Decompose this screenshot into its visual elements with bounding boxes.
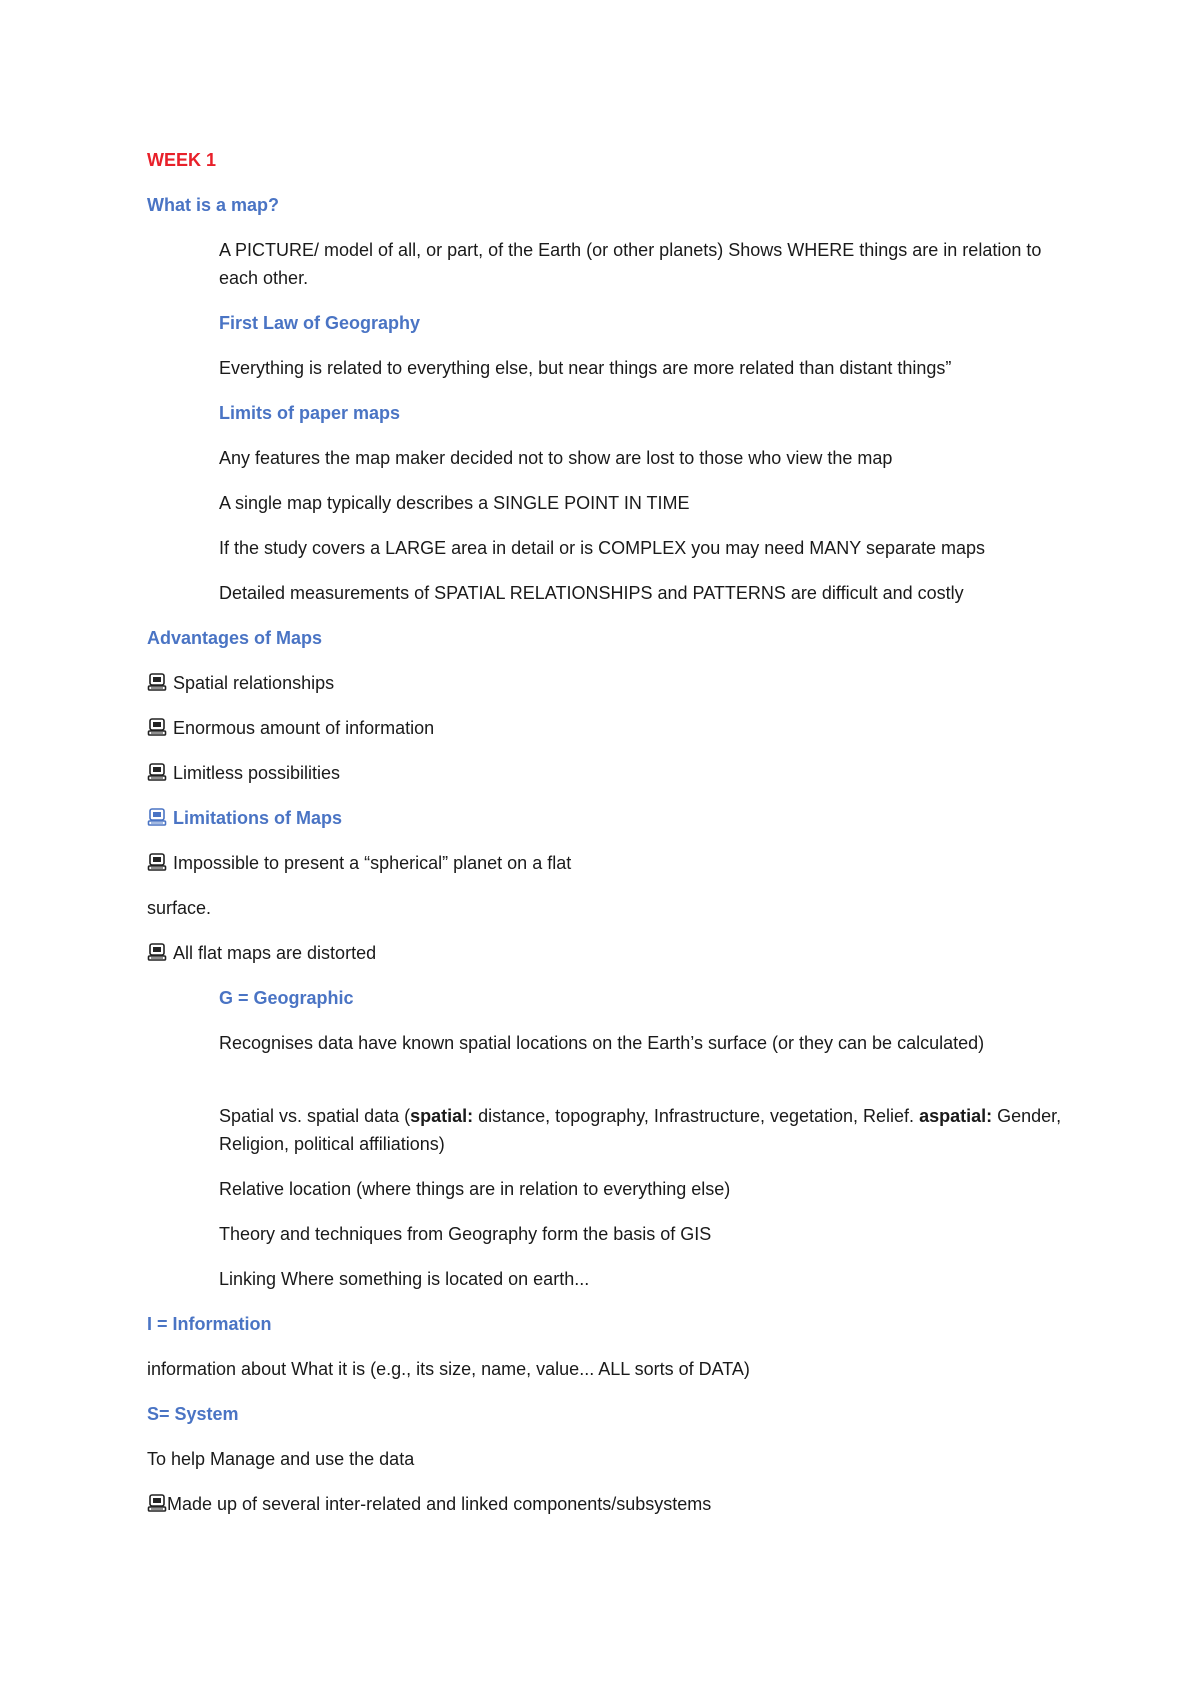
computer-icon [147, 852, 167, 872]
computer-icon [147, 717, 167, 737]
system-bullet-label: Made up of several inter-related and linked components/subsystems [167, 1494, 712, 1514]
information-heading: I = Information [147, 1314, 272, 1334]
limits-paper-item: Any features the map maker decided not to show are lost to those who view the map [219, 448, 893, 468]
limitations-heading-label: Limitations of Maps [173, 808, 343, 828]
limitations-item-label: All flat maps are distorted [173, 943, 377, 963]
advantages-item [147, 714, 434, 742]
geographic-para [219, 1102, 1079, 1158]
what-is-map-text: A PICTURE/ model of all, or part, of the Earth (or other planets) Shows WHERE things are in relation to each other. [219, 240, 1042, 288]
text-run-bold: aspatial: [919, 1106, 993, 1126]
limits-paper-item: Detailed measurements of SPATIAL RELATIONSHIPS and PATTERNS are difficult and costly [219, 583, 964, 603]
computer-icon [147, 942, 167, 962]
advantages-item-label: Spatial relationships [173, 673, 335, 693]
advantages-item [147, 759, 340, 787]
information-text: information about What it is (e.g., its size, name, value... ALL sorts of DATA) [147, 1359, 750, 1379]
geographic-para: Linking Where something is located on earth... [219, 1269, 590, 1289]
limits-paper-heading: Limits of paper maps [219, 403, 401, 423]
advantages-item-label: Limitless possibilities [173, 763, 341, 783]
advantages-item [147, 669, 334, 697]
geographic-para: Theory and techniques from Geography form the basis of GIS [219, 1224, 712, 1244]
text-run-bold: spatial: [410, 1106, 474, 1126]
computer-icon [147, 762, 167, 782]
limitations-item [147, 849, 571, 877]
system-heading: S= System [147, 1404, 239, 1424]
first-law-heading: First Law of Geography [219, 313, 421, 333]
limitations-item [147, 939, 376, 967]
system-text: To help Manage and use the data [147, 1449, 415, 1469]
limits-paper-item: A single map typically describes a SINGLE POINT IN TIME [219, 493, 690, 513]
advantages-item-label: Enormous amount of information [173, 718, 435, 738]
week-heading: WEEK 1 [147, 150, 217, 170]
geographic-para: Relative location (where things are in relation to everything else) [219, 1179, 731, 1199]
limitations-item-continued: surface. [147, 898, 212, 918]
computer-icon [147, 807, 167, 827]
computer-icon [147, 1493, 167, 1513]
text-run: Spatial vs. spatial data ( [219, 1106, 411, 1126]
limitations-heading [147, 804, 342, 832]
limitations-item-label: Impossible to present a “spherical” planet on a flat [173, 853, 572, 873]
first-law-text: Everything is related to everything else, but near things are more related than distant things” [219, 358, 952, 378]
system-bullet [147, 1490, 711, 1518]
geographic-heading: G = Geographic [219, 988, 354, 1008]
advantages-heading: Advantages of Maps [147, 628, 323, 648]
text-run: Gender, Religion, political affiliations) [219, 1106, 1062, 1154]
geographic-para: Recognises data have known spatial locations on the Earth’s surface (or they can be calculated) [219, 1033, 985, 1053]
text-run: distance, topography, Infrastructure, vegetation, Relief. [473, 1106, 920, 1126]
computer-icon [147, 672, 167, 692]
what-is-map-heading: What is a map? [147, 195, 280, 215]
limits-paper-item: If the study covers a LARGE area in detail or is COMPLEX you may need MANY separate maps [219, 538, 986, 558]
